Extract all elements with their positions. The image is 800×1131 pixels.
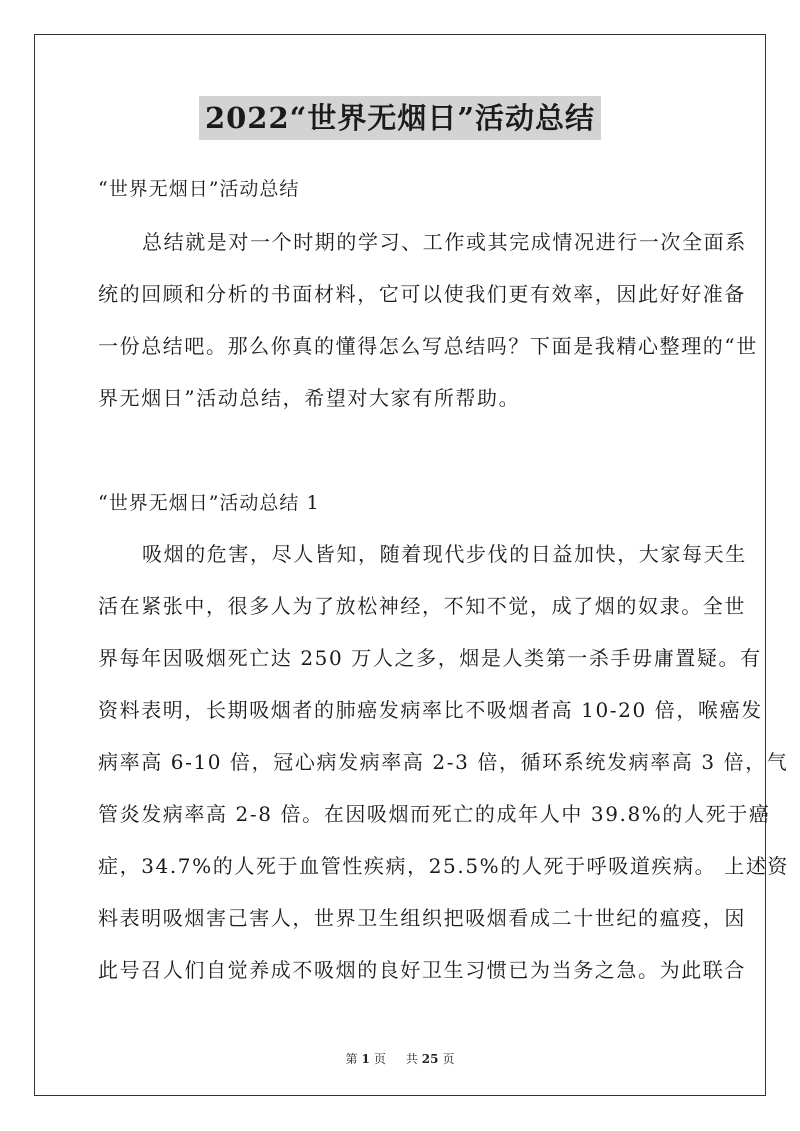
- paragraph-line: 料表明吸烟害己害人，世界卫生组织把吸烟看成二十世纪的瘟疫，因: [98, 906, 746, 930]
- paragraph-line: 吸烟的危害，尽人皆知，随着现代步伐的日益加快，大家每天生: [142, 542, 747, 566]
- paragraph-line: 此号召人们自觉养成不吸烟的良好卫生习惯已为当务之急。为此联合: [98, 958, 746, 982]
- page-indicator: [342, 1052, 390, 1066]
- page-suffix: 页: [373, 1052, 386, 1066]
- paragraph-line: 界无烟日”活动总结，希望对大家有所帮助。: [98, 386, 521, 410]
- paragraph-line: 一份总结吧。那么你真的懂得怎么写总结吗？下面是我精心整理的“世: [98, 334, 758, 358]
- paragraph-line: 管炎发病率高 2-8 倍。在因吸烟而死亡的成年人中 39.8%的人死于癌: [98, 802, 771, 826]
- paragraph-line: 统的回顾和分析的书面材料，它可以使我们更有效率，因此好好准备: [98, 282, 746, 306]
- total-suffix: 页: [442, 1052, 455, 1066]
- subtitle-heading: “世界无烟日”活动总结: [98, 178, 300, 200]
- paragraph-line: 活在紧张中，很多人为了放松神经，不知不觉，成了烟的奴隶。全世: [98, 594, 746, 618]
- paragraph-line: 资料表明，长期吸烟者的肺癌发病率比不吸烟者高 10-20 倍，喉癌发: [98, 698, 763, 722]
- title-container: [0, 96, 800, 140]
- section-heading: “世界无烟日”活动总结 1: [98, 492, 320, 514]
- paragraph-line: 症，34.7%的人死于血管性疾病，25.5%的人死于呼吸道疾病。 上述资: [98, 854, 790, 878]
- total-pages-indicator: [402, 1052, 459, 1066]
- paragraph-line: 界每年因吸烟死亡达 250 万人之多，烟是人类第一杀手毋庸置疑。有: [98, 646, 762, 670]
- document-title: 2022“世界无烟日”活动总结: [199, 96, 601, 140]
- page-number: 1: [361, 1052, 370, 1066]
- section1-paragraph: [98, 528, 790, 996]
- page-prefix: 第: [345, 1052, 358, 1066]
- total-pages: 25: [421, 1052, 439, 1066]
- intro-paragraph: [98, 216, 758, 424]
- page-footer: [0, 1050, 800, 1067]
- total-prefix: 共: [405, 1052, 418, 1066]
- paragraph-line: 总结就是对一个时期的学习、工作或其完成情况进行一次全面系: [142, 230, 747, 254]
- paragraph-line: 病率高 6-10 倍，冠心病发病率高 2-3 倍，循环系统发病率高 3 倍，气: [98, 750, 789, 774]
